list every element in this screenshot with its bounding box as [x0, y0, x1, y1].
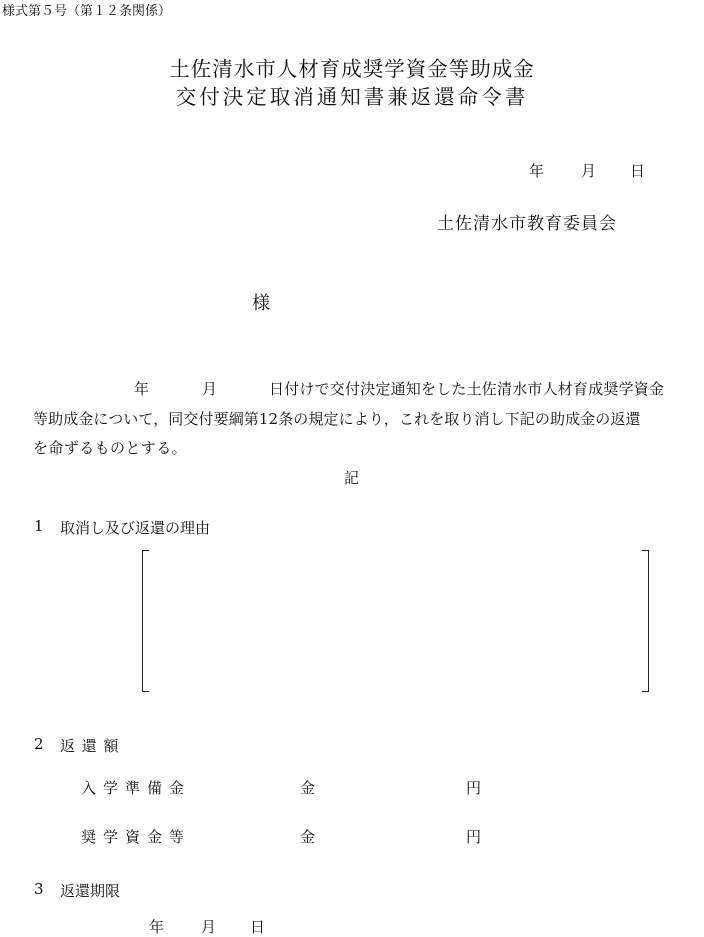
body-line2: 等助成金について，同交付要綱第12条の規定により，これを取り消し下記の助成金の返還	[33, 410, 641, 428]
section-1-number: 1	[34, 517, 44, 535]
issue-date-month: 月	[581, 162, 597, 180]
ki-heading: 記	[344, 469, 360, 487]
row-scholarship-yen: 円	[466, 828, 482, 846]
row-entrance-kin: 金	[300, 779, 316, 797]
section-2-heading: 返 還 額	[60, 737, 120, 755]
right-bracket	[642, 550, 649, 692]
row-scholarship-kin: 金	[300, 828, 316, 846]
section-1-heading: 取消し及び返還の理由	[60, 519, 211, 537]
row-scholarship-label: 奨学資金等	[81, 828, 192, 846]
addressee-suffix: 様	[252, 293, 270, 314]
deadline-month: 月	[201, 918, 217, 936]
deadline-year: 年	[149, 918, 165, 936]
reason-bracket-box	[142, 550, 649, 690]
document-title-line1: 土佐清水市人材育成奨学資金等助成金	[169, 57, 535, 81]
issue-date-year: 年	[529, 162, 545, 180]
section-3-number: 3	[34, 880, 44, 898]
left-bracket	[142, 550, 149, 692]
row-entrance-label: 入学準備金	[81, 779, 192, 797]
document-title-line2: 交付決定取消通知書兼返還命令書	[175, 85, 529, 109]
issue-date-day: 日	[630, 162, 646, 180]
body-year: 年	[134, 380, 150, 398]
issuer-name: 土佐清水市教育委員会	[437, 214, 617, 234]
row-entrance-yen: 円	[466, 779, 482, 797]
deadline-day: 日	[250, 918, 266, 936]
section-2-number: 2	[34, 735, 44, 753]
section-3-heading: 返還期限	[60, 882, 121, 900]
body-line3: を命ずるものとする。	[33, 439, 188, 457]
form-number: 様式第５号（第１２条関係）	[2, 4, 172, 19]
body-month: 月	[202, 380, 218, 398]
body-line1: 日付けで交付決定通知をした土佐清水市人材育成奨学資金	[269, 380, 665, 398]
